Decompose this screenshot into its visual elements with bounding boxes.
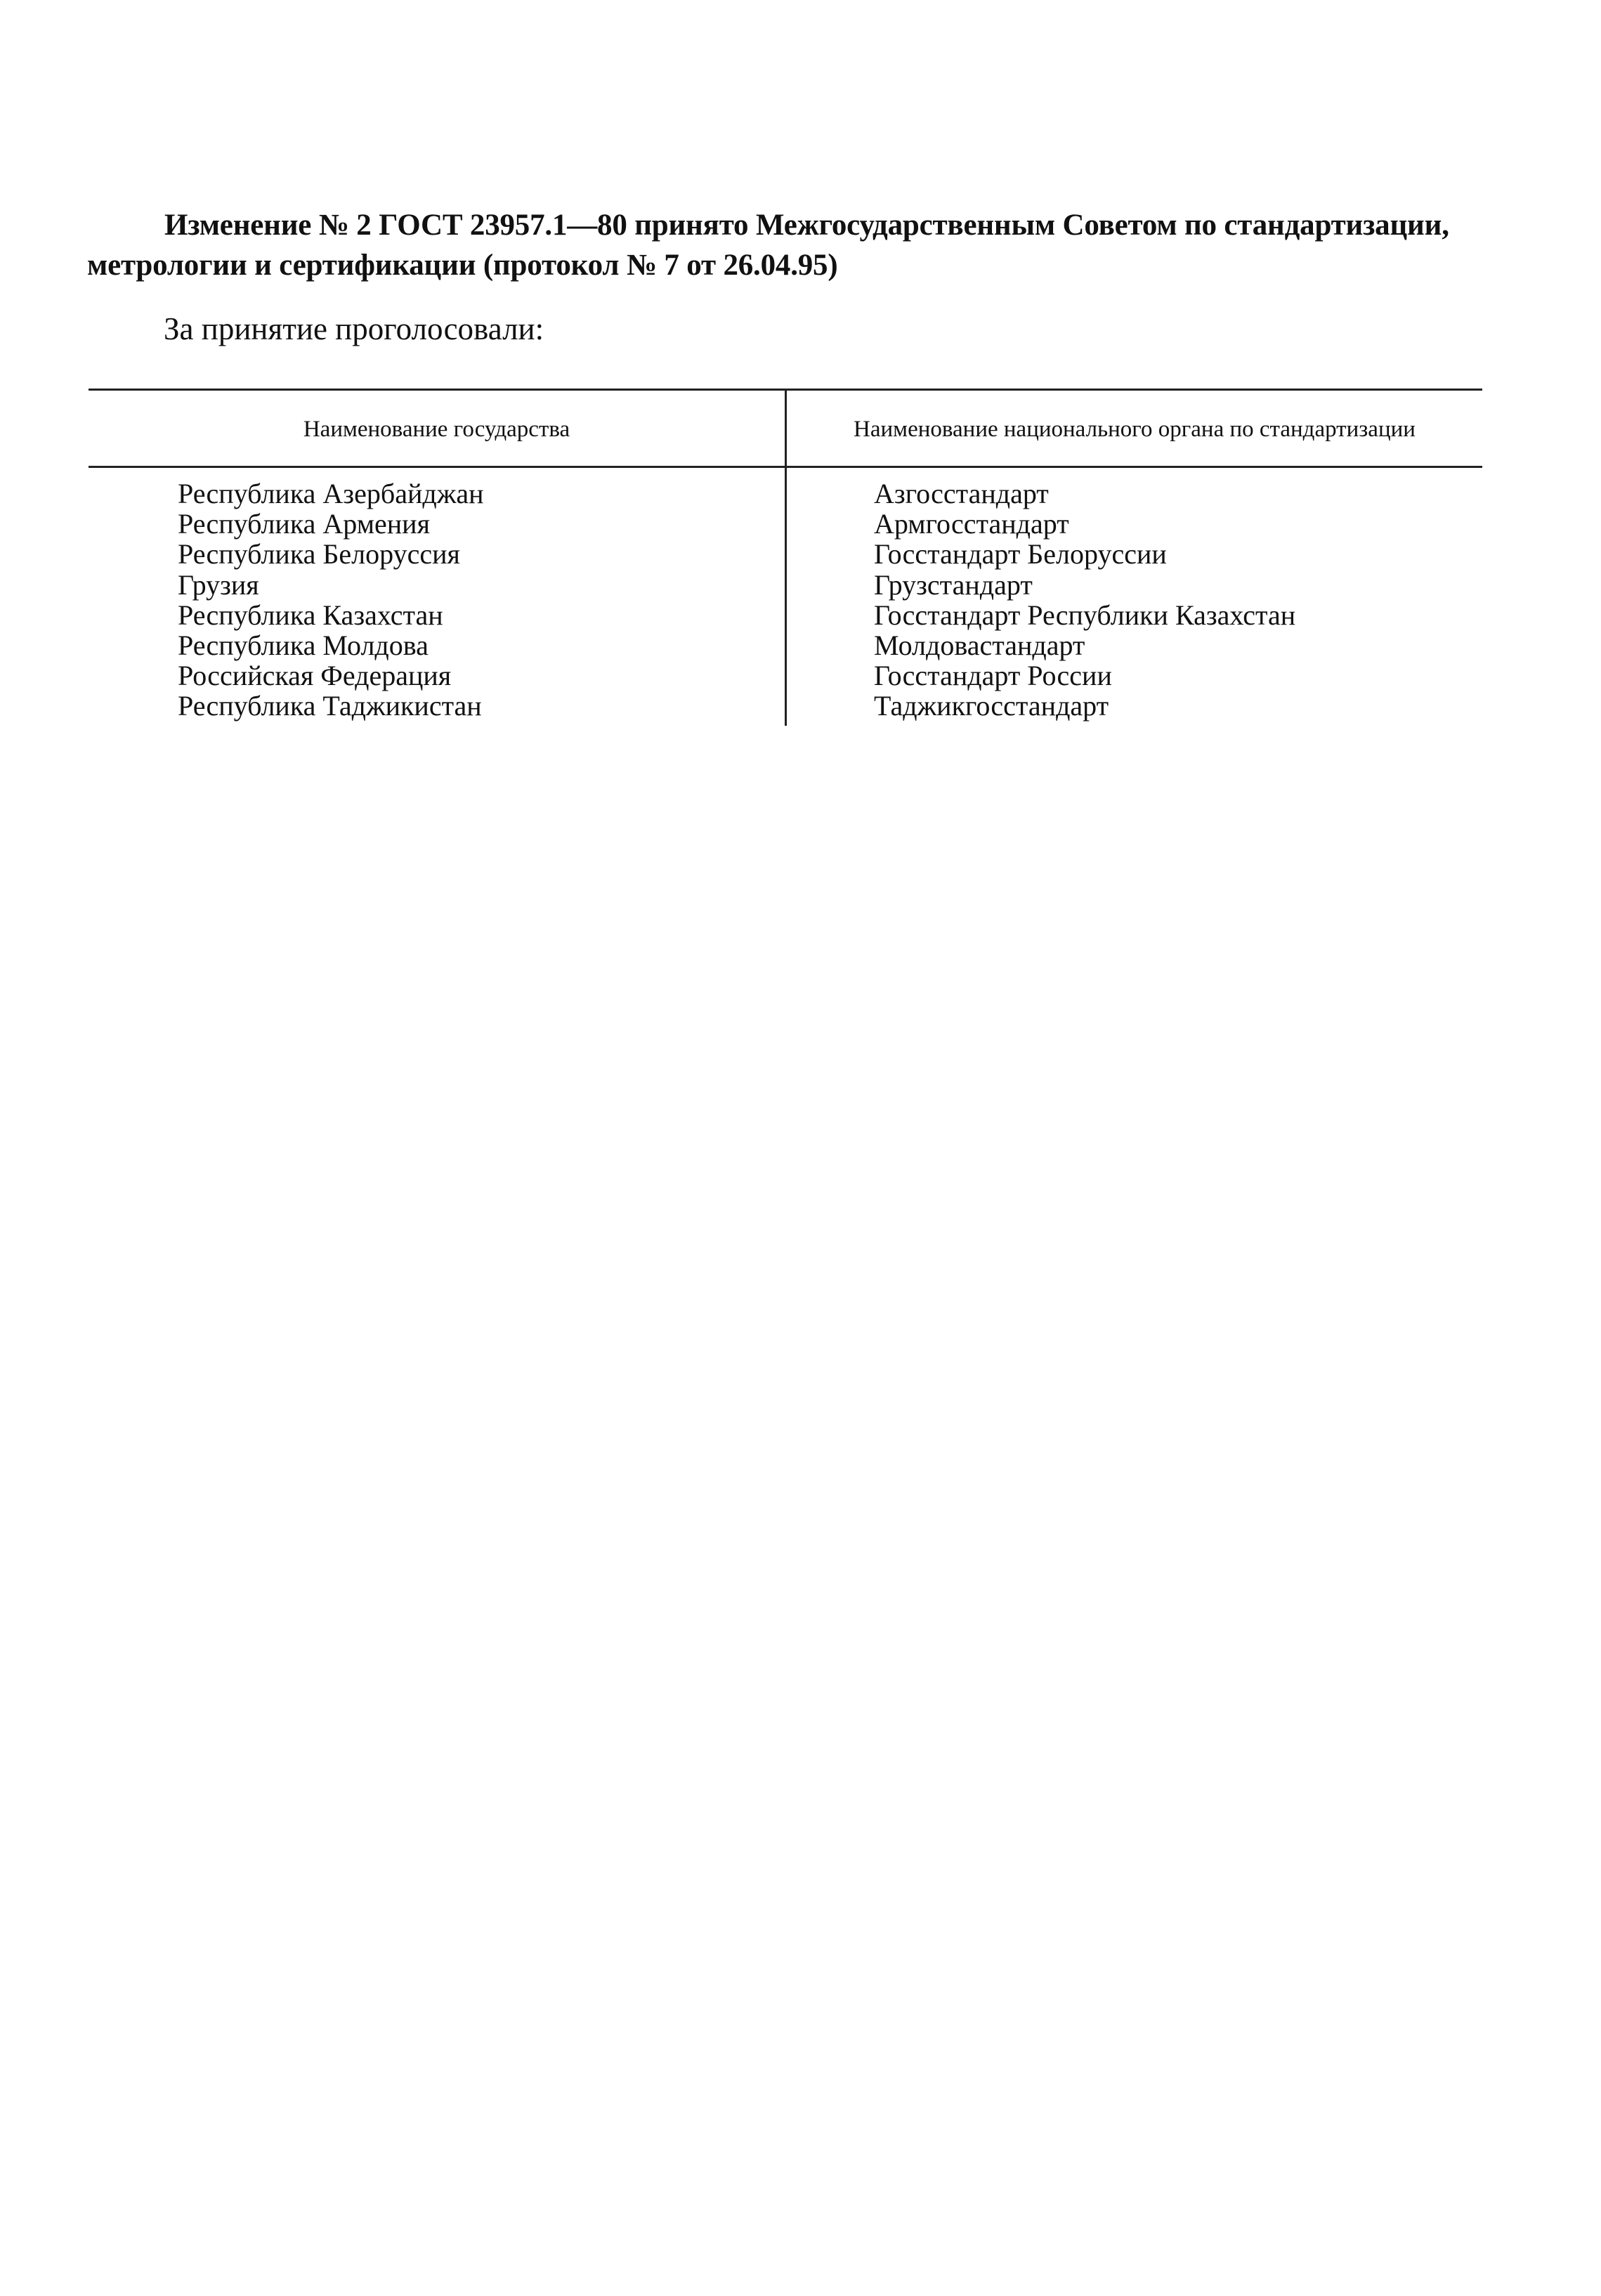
national-body-cell: Армгосстандарт bbox=[874, 508, 1069, 540]
voted-label: За принятие проголосовали: bbox=[164, 311, 544, 346]
national-body-cell: Госстандарт Республики Казахстан bbox=[874, 599, 1296, 631]
state-name-cell: Грузия bbox=[178, 568, 259, 601]
header-state-name: Наименование государства bbox=[303, 417, 570, 442]
state-name-cell: Республика Казахстан bbox=[178, 599, 443, 631]
national-body-column bbox=[874, 478, 1295, 722]
voting-table bbox=[89, 389, 1482, 726]
national-body-cell: Азгосстандарт bbox=[874, 478, 1049, 509]
national-body-cell: Молдовастандарт bbox=[874, 630, 1085, 662]
national-body-cell: Госстандарт России bbox=[874, 660, 1112, 692]
state-name-cell: Республика Армения bbox=[178, 508, 430, 540]
heading-line-1: Изменение № 2 ГОСТ 23957.1—80 принято Межгосударственным Советом по стандартизации, bbox=[164, 209, 1449, 242]
national-body-cell: Грузстандарт bbox=[874, 568, 1033, 601]
state-name-cell: Республика Белоруссия bbox=[178, 538, 460, 570]
national-body-cell: Госстандарт Белоруссии bbox=[874, 538, 1167, 570]
state-name-cell: Российская Федерация bbox=[178, 660, 452, 692]
heading-line-2: метрологии и сертификации (протокол № 7 от 26.04.95) bbox=[87, 249, 838, 282]
state-name-cell: Республика Молдова bbox=[178, 630, 429, 662]
amendment-heading bbox=[87, 205, 1492, 285]
state-name-column bbox=[178, 478, 484, 722]
state-name-cell: Республика Азербайджан bbox=[178, 478, 484, 509]
header-national-body: Наименование национального органа по стандартизации bbox=[854, 417, 1416, 442]
national-body-cell: Таджикгосстандарт bbox=[874, 690, 1109, 722]
state-name-cell: Республика Таджикистан bbox=[178, 690, 482, 722]
